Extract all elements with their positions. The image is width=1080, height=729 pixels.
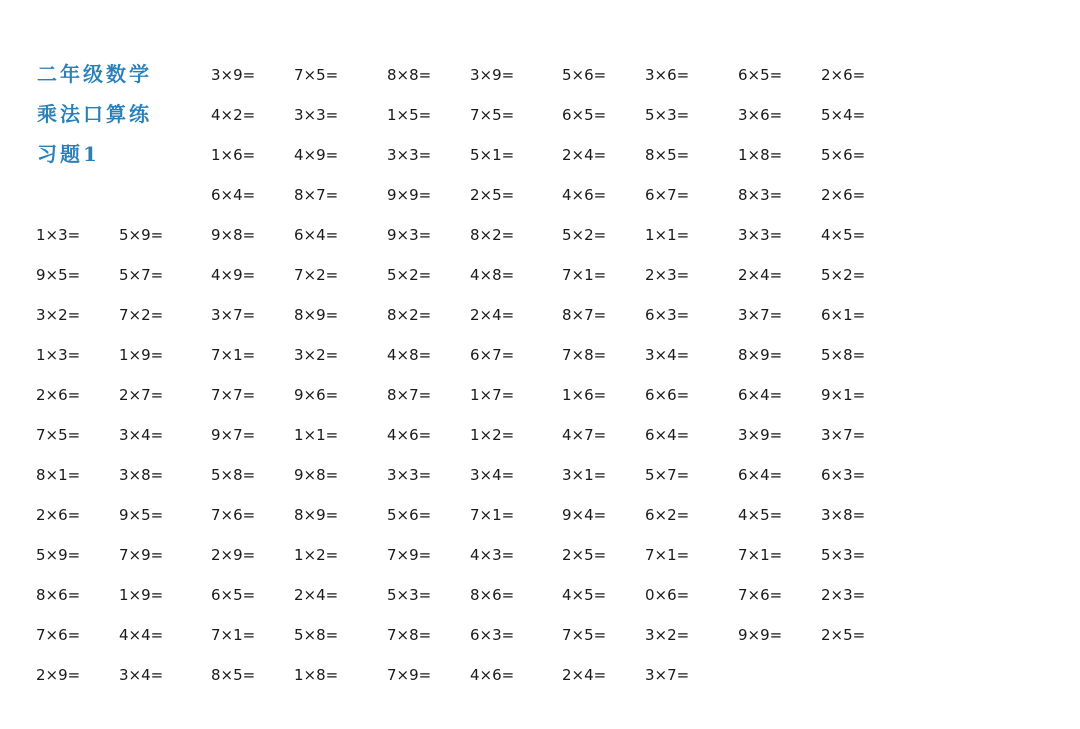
problem-item: 7×9= bbox=[387, 546, 432, 564]
problem-item: 1×2= bbox=[470, 426, 515, 444]
title-line-3: 习题1 bbox=[37, 142, 100, 166]
problem-item: 3×8= bbox=[119, 466, 164, 484]
problem-item: 2×6= bbox=[36, 386, 81, 404]
problem-item: 5×8= bbox=[211, 466, 256, 484]
title-line-2: 乘法口算练 bbox=[37, 102, 152, 126]
problem-item: 3×3= bbox=[387, 466, 432, 484]
problem-item: 5×2= bbox=[821, 266, 866, 284]
problem-item: 3×4= bbox=[119, 666, 164, 684]
problem-item: 1×8= bbox=[738, 146, 783, 164]
problem-item: 6×6= bbox=[645, 386, 690, 404]
problem-item: 5×3= bbox=[387, 586, 432, 604]
problem-item: 6×7= bbox=[645, 186, 690, 204]
problem-item: 1×8= bbox=[294, 666, 339, 684]
problem-item: 3×3= bbox=[738, 226, 783, 244]
problem-item: 2×5= bbox=[562, 546, 607, 564]
problem-item: 4×7= bbox=[562, 426, 607, 444]
problem-item: 7×6= bbox=[36, 626, 81, 644]
problem-item: 9×6= bbox=[294, 386, 339, 404]
problem-item: 2×9= bbox=[36, 666, 81, 684]
problem-item: 8×5= bbox=[211, 666, 256, 684]
problem-item: 7×2= bbox=[119, 306, 164, 324]
problem-item: 2×6= bbox=[821, 66, 866, 84]
problem-item: 3×4= bbox=[470, 466, 515, 484]
problem-item: 7×1= bbox=[738, 546, 783, 564]
problem-item: 1×1= bbox=[645, 226, 690, 244]
problem-item: 6×5= bbox=[738, 66, 783, 84]
problem-item: 5×6= bbox=[821, 146, 866, 164]
problem-item: 8×1= bbox=[36, 466, 81, 484]
problem-item: 6×4= bbox=[211, 186, 256, 204]
problem-item: 7×5= bbox=[294, 66, 339, 84]
problem-item: 9×8= bbox=[211, 226, 256, 244]
problem-item: 7×6= bbox=[738, 586, 783, 604]
problem-item: 5×3= bbox=[645, 106, 690, 124]
problem-item: 2×6= bbox=[36, 506, 81, 524]
problem-item: 6×4= bbox=[645, 426, 690, 444]
problem-item: 2×4= bbox=[562, 146, 607, 164]
problem-item: 9×9= bbox=[387, 186, 432, 204]
problem-item: 8×9= bbox=[294, 506, 339, 524]
problem-item: 5×6= bbox=[562, 66, 607, 84]
problem-item: 6×5= bbox=[211, 586, 256, 604]
problem-item: 5×6= bbox=[387, 506, 432, 524]
problem-item: 7×2= bbox=[294, 266, 339, 284]
problem-item: 3×3= bbox=[294, 106, 339, 124]
problem-item: 7×1= bbox=[562, 266, 607, 284]
problem-item: 3×4= bbox=[119, 426, 164, 444]
problem-item: 3×7= bbox=[738, 306, 783, 324]
problem-item: 4×6= bbox=[387, 426, 432, 444]
problem-item: 2×5= bbox=[470, 186, 515, 204]
problem-item: 3×6= bbox=[738, 106, 783, 124]
problem-item: 7×1= bbox=[470, 506, 515, 524]
problem-item: 4×8= bbox=[470, 266, 515, 284]
problem-item: 6×4= bbox=[738, 386, 783, 404]
problem-item: 6×1= bbox=[821, 306, 866, 324]
problem-item: 3×7= bbox=[821, 426, 866, 444]
problem-item: 3×9= bbox=[738, 426, 783, 444]
problem-item: 5×2= bbox=[562, 226, 607, 244]
problem-item: 8×7= bbox=[387, 386, 432, 404]
title-line-1: 二年级数学 bbox=[37, 62, 152, 86]
problem-item: 6×3= bbox=[821, 466, 866, 484]
problem-item: 3×2= bbox=[36, 306, 81, 324]
problem-item: 9×8= bbox=[294, 466, 339, 484]
problem-item: 6×4= bbox=[294, 226, 339, 244]
problem-item: 8×7= bbox=[562, 306, 607, 324]
problem-item: 2×7= bbox=[119, 386, 164, 404]
problem-item: 5×1= bbox=[470, 146, 515, 164]
problem-item: 5×9= bbox=[36, 546, 81, 564]
problem-item: 7×1= bbox=[211, 626, 256, 644]
problem-item: 4×6= bbox=[470, 666, 515, 684]
problem-item: 3×1= bbox=[562, 466, 607, 484]
problem-item: 9×5= bbox=[119, 506, 164, 524]
problem-item: 7×8= bbox=[387, 626, 432, 644]
problem-item: 1×9= bbox=[119, 586, 164, 604]
problem-item: 7×5= bbox=[36, 426, 81, 444]
problem-item: 8×6= bbox=[470, 586, 515, 604]
problem-item: 9×3= bbox=[387, 226, 432, 244]
problem-item: 7×9= bbox=[119, 546, 164, 564]
problem-item: 5×2= bbox=[387, 266, 432, 284]
problem-item: 0×6= bbox=[645, 586, 690, 604]
problem-item: 5×9= bbox=[119, 226, 164, 244]
problem-item: 8×8= bbox=[387, 66, 432, 84]
problem-item: 8×9= bbox=[294, 306, 339, 324]
problem-item: 4×3= bbox=[470, 546, 515, 564]
problem-item: 4×6= bbox=[562, 186, 607, 204]
problem-item: 4×5= bbox=[562, 586, 607, 604]
problem-item: 3×3= bbox=[387, 146, 432, 164]
problem-item: 7×1= bbox=[645, 546, 690, 564]
problem-item: 1×6= bbox=[562, 386, 607, 404]
problem-item: 9×4= bbox=[562, 506, 607, 524]
problem-item: 1×3= bbox=[36, 226, 81, 244]
problem-item: 5×7= bbox=[645, 466, 690, 484]
problem-item: 7×7= bbox=[211, 386, 256, 404]
problem-item: 2×9= bbox=[211, 546, 256, 564]
problem-item: 8×9= bbox=[738, 346, 783, 364]
problem-item: 6×7= bbox=[470, 346, 515, 364]
problem-item: 3×9= bbox=[470, 66, 515, 84]
problem-item: 2×3= bbox=[821, 586, 866, 604]
problem-item: 2×5= bbox=[821, 626, 866, 644]
problem-item: 6×4= bbox=[738, 466, 783, 484]
problem-item: 7×5= bbox=[562, 626, 607, 644]
problem-item: 1×7= bbox=[470, 386, 515, 404]
problem-item: 5×4= bbox=[821, 106, 866, 124]
problem-item: 6×5= bbox=[562, 106, 607, 124]
problem-item: 3×8= bbox=[821, 506, 866, 524]
problem-item: 3×4= bbox=[645, 346, 690, 364]
problem-item: 1×9= bbox=[119, 346, 164, 364]
problem-item: 8×2= bbox=[387, 306, 432, 324]
problem-item: 6×2= bbox=[645, 506, 690, 524]
problem-item: 4×9= bbox=[211, 266, 256, 284]
problem-item: 8×5= bbox=[645, 146, 690, 164]
problem-item: 9×9= bbox=[738, 626, 783, 644]
problem-item: 2×4= bbox=[562, 666, 607, 684]
problem-item: 4×8= bbox=[387, 346, 432, 364]
problem-item: 8×6= bbox=[36, 586, 81, 604]
problem-item: 2×4= bbox=[738, 266, 783, 284]
problem-item: 1×2= bbox=[294, 546, 339, 564]
problem-item: 1×3= bbox=[36, 346, 81, 364]
problem-item: 5×8= bbox=[294, 626, 339, 644]
problem-item: 8×2= bbox=[470, 226, 515, 244]
problem-item: 3×6= bbox=[645, 66, 690, 84]
problem-item: 3×7= bbox=[645, 666, 690, 684]
problem-item: 5×3= bbox=[821, 546, 866, 564]
problem-item: 3×7= bbox=[211, 306, 256, 324]
problem-item: 1×6= bbox=[211, 146, 256, 164]
problem-item: 6×3= bbox=[470, 626, 515, 644]
problem-item: 2×4= bbox=[294, 586, 339, 604]
problem-item: 4×2= bbox=[211, 106, 256, 124]
problem-item: 7×6= bbox=[211, 506, 256, 524]
problem-item: 9×5= bbox=[36, 266, 81, 284]
problem-item: 4×9= bbox=[294, 146, 339, 164]
problem-item: 7×8= bbox=[562, 346, 607, 364]
problem-item: 3×2= bbox=[294, 346, 339, 364]
problem-item: 4×5= bbox=[738, 506, 783, 524]
problem-item: 1×5= bbox=[387, 106, 432, 124]
problem-item: 6×3= bbox=[645, 306, 690, 324]
problem-item: 5×7= bbox=[119, 266, 164, 284]
problem-item: 9×7= bbox=[211, 426, 256, 444]
problem-item: 7×5= bbox=[470, 106, 515, 124]
problem-item: 9×1= bbox=[821, 386, 866, 404]
problem-item: 7×9= bbox=[387, 666, 432, 684]
problem-item: 3×9= bbox=[211, 66, 256, 84]
problem-item: 2×4= bbox=[470, 306, 515, 324]
problem-item: 4×5= bbox=[821, 226, 866, 244]
problem-item: 2×6= bbox=[821, 186, 866, 204]
problem-item: 8×7= bbox=[294, 186, 339, 204]
problem-item: 8×3= bbox=[738, 186, 783, 204]
problem-item: 5×8= bbox=[821, 346, 866, 364]
problem-item: 1×1= bbox=[294, 426, 339, 444]
problem-item: 2×3= bbox=[645, 266, 690, 284]
problem-item: 3×2= bbox=[645, 626, 690, 644]
problem-item: 7×1= bbox=[211, 346, 256, 364]
problem-item: 4×4= bbox=[119, 626, 164, 644]
